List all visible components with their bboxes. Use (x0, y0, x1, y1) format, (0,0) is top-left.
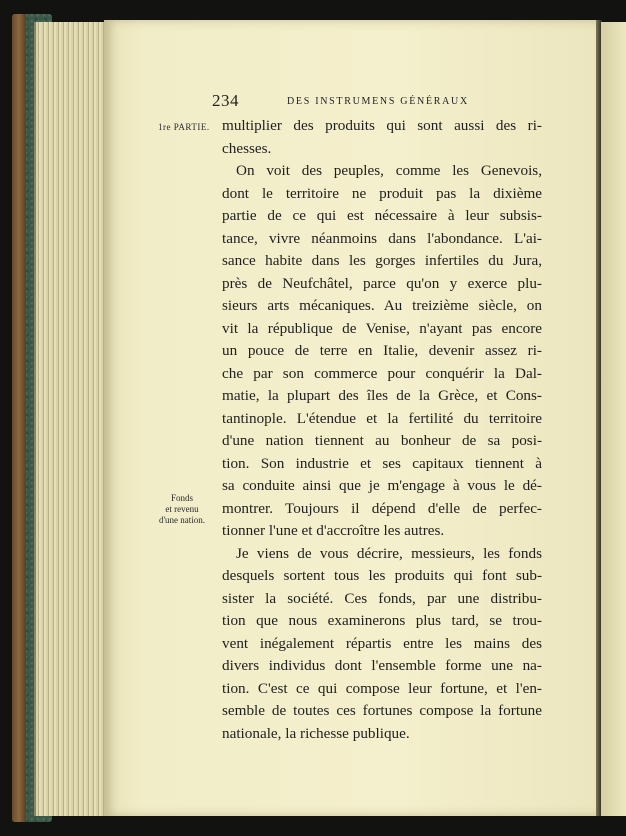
book-spine (12, 14, 26, 822)
text-line: près de Neufchâtel, parce qu'on y exerce plu- (222, 274, 542, 292)
text-line: sieurs arts mécaniques. Au treizième siècle, on (222, 297, 542, 314)
text-line: nationale, la richesse publique. (222, 724, 410, 742)
running-header (212, 91, 502, 113)
text-line: multiplier des produits qui sont aussi des ri- (222, 117, 542, 134)
page-edges (34, 22, 108, 816)
text-line: dont le territoire ne produit pas la dixième (222, 184, 542, 202)
text-line: tion. Son industrie et ses capitaux tiennent à (222, 454, 542, 472)
body-text (222, 115, 542, 745)
text-line: chesses. (222, 139, 272, 157)
text-line: tance, vivre néanmoins dans l'abondance. L'ai- (222, 229, 542, 247)
text-line: sance habite dans les gorges infertiles du Jura, (222, 252, 542, 269)
text-line: un pouce de terre en Italie, devenir assez ri- (222, 342, 542, 359)
text-line: divers individus dont l'ensemble forme une na- (222, 657, 542, 674)
margin-note-fonds (150, 493, 214, 526)
running-title: DES INSTRUMENS GÉNÉRAUX (287, 96, 469, 107)
text-line: semble de toutes ces fortunes compose la fortune (222, 702, 542, 719)
facing-page-edge (601, 22, 626, 816)
text-line: montrer. Toujours il dépend d'elle de perfec- (222, 499, 542, 517)
text-line: desquels sortent tous les produits qui font sub- (222, 567, 542, 584)
margin-note-line: Fonds (170, 493, 193, 503)
margin-note-line: et revenu (165, 504, 199, 514)
text-line: Je viens de vous décrire, messieurs, les fonds (236, 544, 542, 562)
text-line: sister la société. Ces fonds, par une distribu- (222, 589, 542, 607)
text-line: On voit des peuples, comme les Genevois, (236, 162, 542, 179)
text-line: tion que nous examinerons plus tard, se trou- (222, 612, 542, 629)
text-line: tionner l'une et d'accroître les autres. (222, 522, 445, 539)
text-line: sa conduite ainsi que je m'engage à vous le dé- (222, 477, 542, 494)
page-number: 234 (212, 91, 239, 110)
text-line: tantinople. L'étendue et la fertilité du territoire (222, 409, 542, 427)
margin-note-line: d'une nation. (158, 515, 206, 525)
text-line: matie, la plupart des îles de la Grèce, et Cons- (222, 387, 542, 404)
text-line: tion. C'est ce qui compose leur fortune, et l'en- (222, 679, 542, 697)
text-line: d'une nation tiennent au bonheur de sa posi- (222, 432, 542, 449)
margin-note-partie: 1re PARTIE. (158, 122, 210, 132)
text-line: che par son commerce pour conquérir la Dal- (222, 364, 542, 382)
text-line: vent inégalement répartis entre les mains des (222, 634, 542, 652)
text-line: vit la république de Venise, n'ayant pas encore (222, 319, 542, 337)
text-line: partie de ce qui est nécessaire à leur subsis- (222, 207, 542, 224)
